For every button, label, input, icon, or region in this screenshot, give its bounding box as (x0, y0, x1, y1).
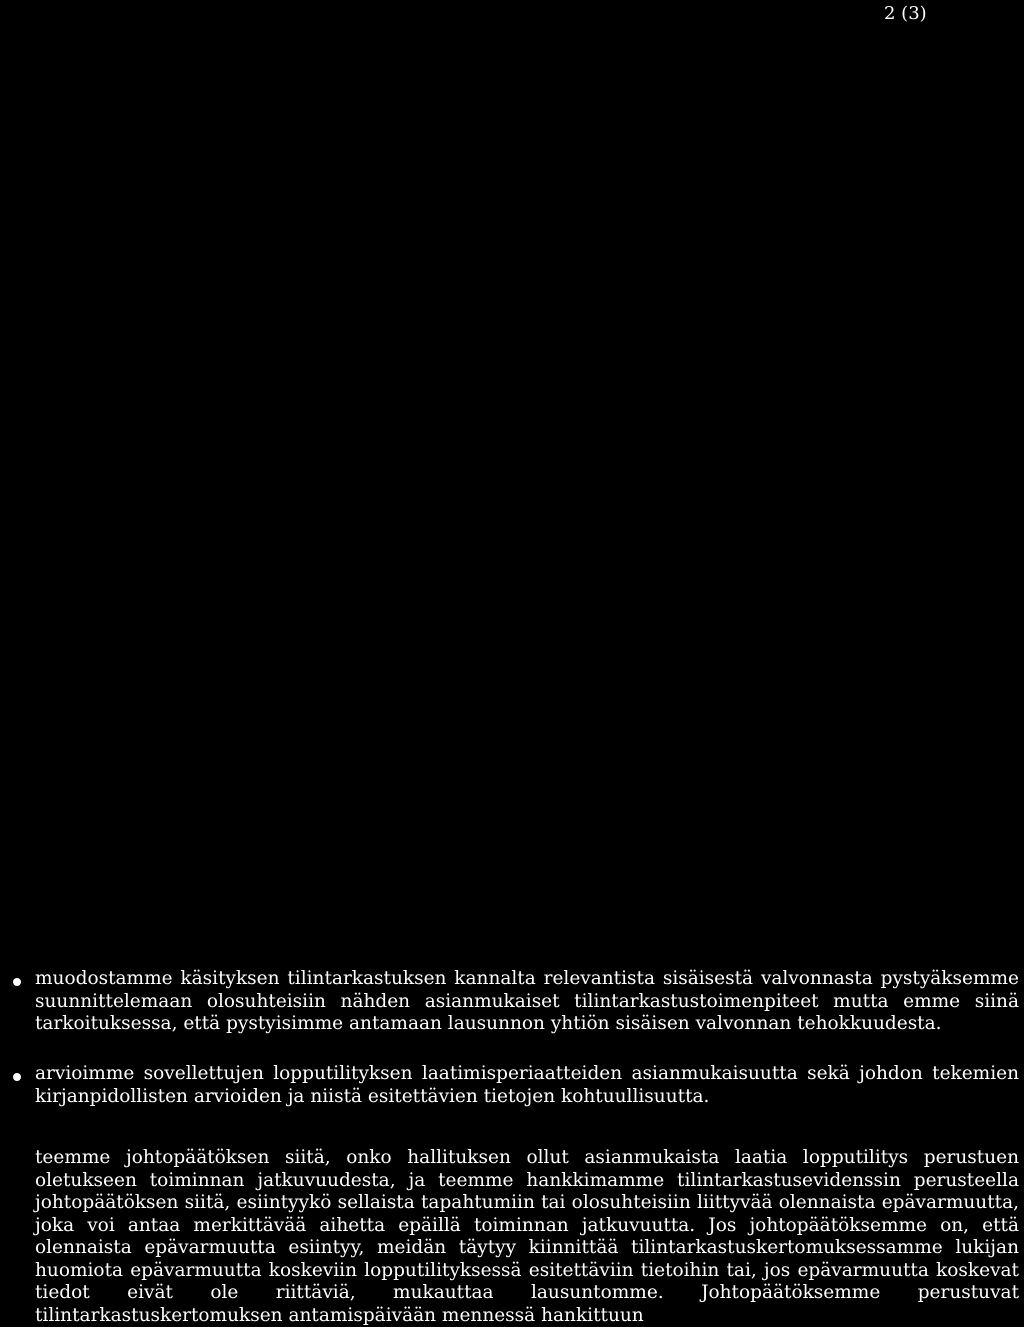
bullet-icon (13, 978, 21, 986)
list-item-text: muodostamme käsityksen tilintarkastuksen kannalta relevantista sisäisestä valvonnasta pystyäksemme suunnittelemaan olosuhteisiin nähden asianmukaiset tilintarkastustoimenpiteet mutta emme siinä tarkoituksessa, että pystyisimme antamaan lausunnon yhtiön sisäisen valvonnan tehokkuudesta. (35, 968, 1019, 1034)
bullet-icon (13, 1073, 21, 1081)
list-item-text: arvioimme sovellettujen lopputilityksen laatimisperiaatteiden asianmukaisuutta sekä johdon tekemien kirjanpidollisten arvioiden ja niistä esitettävien tietojen kohtuullisuutta. (35, 1063, 1019, 1107)
paragraph-text: teemme johtopäätöksen siitä, onko hallituksen ollut asianmukaista laatia lopputilitys perustuen oletukseen toiminnan jatkuvuudesta, ja teemme hankkimamme tilintarkastusevidenssin perusteella johtopäätöksen siitä, esiintyykö sellaista tapahtumiin tai olosuhteisiin liittyvää olennaista epävarmuutta, joka voi antaa merkittävää aihetta epäillä toiminnan jatkuvuutta. Jos johtopäätöksemme on, että olennaista epävarmuutta esiintyy, meidän täytyy kiinnittää tilintarkastuskertomuksessamme lukijan huomiota epävarmuutta koskeviin lopputilityksessä esitettäviin tietoihin tai, jos epävarmuutta koskevat tiedot eivät ole riittäviä, mukauttaa lausuntomme. Johtopäätöksemme perustuvat tilintarkastuskertomuksen antamispäivään mennessä hankittuun (35, 1147, 1019, 1326)
page-number: 2 (3) (884, 3, 927, 24)
